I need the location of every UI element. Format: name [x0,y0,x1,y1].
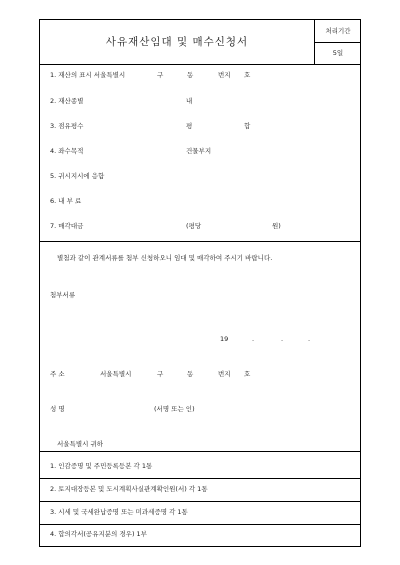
date-year: 19 [220,335,229,343]
document-1: 1. 인감증명 및 주민등록등본 각 1통 [50,462,153,470]
recipient: 서울특별시 귀하 [57,440,104,448]
application-statement: 별첨과 같이 관계서류를 첨부 신청하오니 임대 및 매각하여 주시기 바랍니다. [57,254,273,262]
item-7-won: 원) [272,222,281,230]
signature-note: (서명 또는 인) [154,405,195,413]
item-7-per-pyeong: (평당 [186,222,202,230]
document-divider-1 [40,478,360,479]
date-sep-3: . [308,335,311,343]
date-sep-1: . [252,335,255,343]
form-title: 사유재산임대 및 매수신청서 [105,36,249,48]
item-1-gu: 구 [157,71,164,79]
application-form [39,19,361,547]
address-city: 서울특별시 [100,370,132,378]
item-6-label: 6. 내 부 료 [50,197,82,205]
item-3-pyeong: 평 [186,122,193,130]
document-4: 4. 합의각서(공유지분의 경우) 1부 [50,530,147,538]
address-label: 주 소 [50,370,65,378]
document-2: 2. 토지대장등본 및 도시계획사실관계확인원(서) 각 1통 [50,485,208,493]
item-2-label: 2. 재산종별 [50,97,84,105]
document-divider-3 [40,524,360,525]
address-dong: 동 [187,370,194,378]
processing-period-label: 처리기간 [325,27,351,35]
documents-top-line [40,451,360,452]
address-ho: 호 [244,370,251,378]
item-1-ho: 호 [244,71,251,79]
address-bunji: 번지 [218,370,231,378]
item-5-label: 5. 귀시지시에 응함 [50,172,105,180]
items-bottom-line [40,241,360,242]
item-4-value: 건물부지 [186,147,212,155]
item-1-label: 1. 재산의 표시 서울특별시 [50,71,126,79]
address-gu: 구 [157,370,164,378]
name-label: 성 명 [50,405,65,413]
attachments-label: 첨부서류 [50,291,76,299]
item-3-hap: 합 [244,122,251,130]
item-4-label: 4. 좌수목적 [50,147,84,155]
item-3-label: 3. 점유평수 [50,122,84,130]
date-sep-2: . [281,335,284,343]
document-divider-2 [40,501,360,502]
item-1-dong: 동 [187,71,194,79]
document-3: 3. 시세 및 국세완납증명 또는 미과세증명 각 1통 [50,508,188,516]
item-2-value: 내 [186,97,193,105]
item-7-label: 7. 매각대금 [50,222,84,230]
processing-period-value: 5일 [332,49,344,57]
header-bottom-line [40,64,360,65]
item-1-bunji: 번지 [218,71,231,79]
